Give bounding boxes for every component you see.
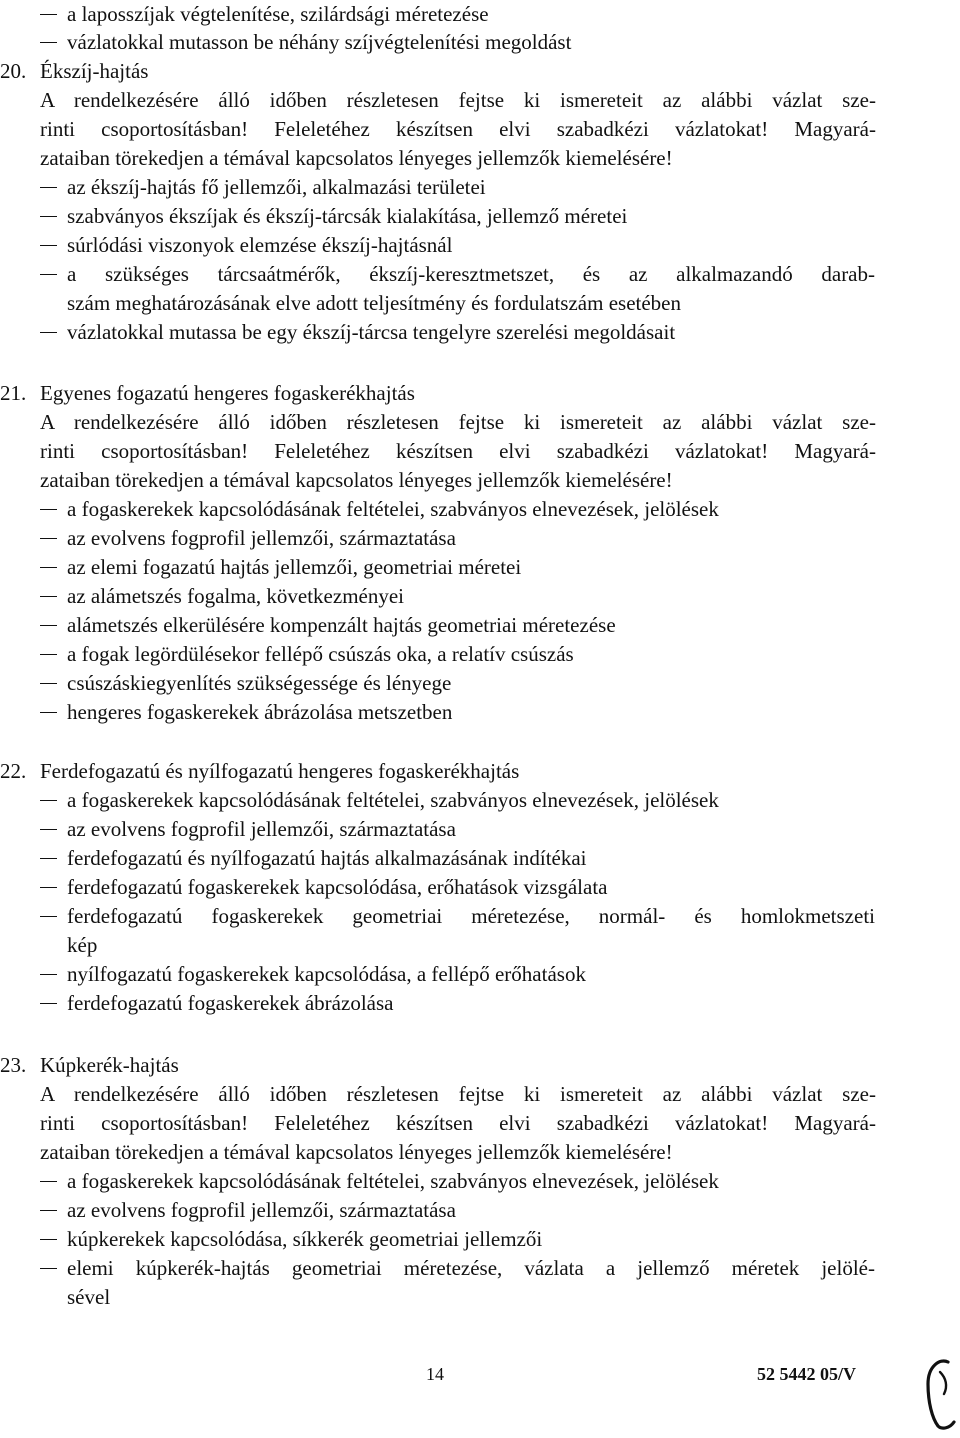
dash-bullet xyxy=(40,332,57,333)
list-item-text: ferdefogazatú és nyílfogazatú hajtás alkalmazásának indítékai xyxy=(67,846,587,870)
dash-bullet xyxy=(40,887,57,888)
list-item-text: elemi kúpkerék-hajtás geometriai méretezése, vázlata a jellemző méretek jelölé- xyxy=(67,1256,875,1280)
dash-bullet xyxy=(40,274,57,275)
dash-bullet xyxy=(40,216,57,217)
instruction-text: rinti csoportosításban! Feleletéhez készítsen elvi szabadkézi vázlatokat! Magyará- xyxy=(40,1111,876,1135)
instruction-text: rinti csoportosításban! Feleletéhez készítsen elvi szabadkézi vázlatokat! Magyará- xyxy=(40,117,876,141)
document-code: 52 5442 05/V xyxy=(757,1364,856,1384)
list-item-text: alámetszés elkerülésére kompenzált hajtás geometriai méretezése xyxy=(67,613,616,637)
section-title: Egyenes fogazatú hengeres fogaskerékhajtás xyxy=(40,381,415,405)
dash-bullet xyxy=(40,538,57,539)
list-item-text: nyílfogazatú fogaskerekek kapcsolódása, a fellépő erőhatások xyxy=(67,962,586,986)
list-item-text: az alámetszés fogalma, következményei xyxy=(67,584,405,608)
dash-bullet xyxy=(40,1239,57,1240)
section-title: Ékszíj-hajtás xyxy=(40,59,149,83)
dash-bullet xyxy=(40,683,57,684)
list-item-text: a fogak legördülésekor fellépő csúszás oka, a relatív csúszás xyxy=(67,642,574,666)
list-item-text: az ékszíj-hajtás fő jellemzői, alkalmazási területei xyxy=(67,175,486,199)
dash-bullet xyxy=(40,1181,57,1182)
list-item-text: sével xyxy=(67,1285,111,1309)
list-item-text: szabványos ékszíjak és ékszíj-tárcsák kialakítása, jellemző méretei xyxy=(67,204,628,228)
list-item-text: csúszáskiegyenlítés szükségessége és lényege xyxy=(67,671,452,695)
instruction-text: zataiban törekedjen a témával kapcsolatos lényeges jellemzők kiemelésére! xyxy=(40,146,673,170)
instruction-text: zataiban törekedjen a témával kapcsolatos lényeges jellemzők kiemelésére! xyxy=(40,468,673,492)
instruction-text: rinti csoportosításban! Feleletéhez készítsen elvi szabadkézi vázlatokat! Magyará- xyxy=(40,439,876,463)
list-item-text: súrlódási viszonyok elemzése ékszíj-hajtásnál xyxy=(67,233,453,257)
instruction-text: A rendelkezésére álló időben részletesen fejtse ki ismereteit az alábbi vázlat sze- xyxy=(40,410,876,434)
dash-bullet xyxy=(40,829,57,830)
dash-bullet xyxy=(40,14,57,15)
list-item-text: vázlatokkal mutasson be néhány szíjvégtelenítési megoldást xyxy=(67,30,572,54)
dash-bullet xyxy=(40,654,57,655)
signature-mark xyxy=(922,1356,958,1434)
list-item-text: az elemi fogazatú hajtás jellemzői, geometriai méretei xyxy=(67,555,522,579)
dash-bullet xyxy=(40,567,57,568)
list-item-text: a fogaskerekek kapcsolódásának feltételei, szabványos elnevezések, jelölések xyxy=(67,1169,719,1193)
dash-bullet xyxy=(40,974,57,975)
section-number: 23. xyxy=(0,1053,27,1077)
section-number: 22. xyxy=(0,759,27,783)
list-item-text: a fogaskerekek kapcsolódásának feltételei, szabványos elnevezések, jelölések xyxy=(67,788,719,812)
dash-bullet xyxy=(40,625,57,626)
instruction-text: A rendelkezésére álló időben részletesen fejtse ki ismereteit az alábbi vázlat sze- xyxy=(40,88,876,112)
list-item-text: az evolvens fogprofil jellemzői, származtatása xyxy=(67,526,456,550)
page-number: 14 xyxy=(426,1364,444,1384)
dash-bullet xyxy=(40,1268,57,1269)
dash-bullet xyxy=(40,42,57,43)
dash-bullet xyxy=(40,1003,57,1004)
list-item-text: vázlatokkal mutassa be egy ékszíj-tárcsa tengelyre szerelési megoldásait xyxy=(67,320,676,344)
list-item-text: a fogaskerekek kapcsolódásának feltételei, szabványos elnevezések, jelölések xyxy=(67,497,719,521)
dash-bullet xyxy=(40,1210,57,1211)
dash-bullet xyxy=(40,509,57,510)
list-item-text: ferdefogazatú fogaskerekek geometriai méretezése, normál- és homlokmetszeti xyxy=(67,904,875,928)
instruction-text: zataiban törekedjen a témával kapcsolatos lényeges jellemzők kiemelésére! xyxy=(40,1140,673,1164)
list-item-text: kép xyxy=(67,933,98,957)
section-number: 21. xyxy=(0,381,27,405)
dash-bullet xyxy=(40,187,57,188)
dash-bullet xyxy=(40,858,57,859)
list-item-text: az evolvens fogprofil jellemzői, származtatása xyxy=(67,817,456,841)
section-title: Kúpkerék-hajtás xyxy=(40,1053,179,1077)
list-item-text: ferdefogazatú fogaskerekek ábrázolása xyxy=(67,991,394,1015)
section-title: Ferdefogazatú és nyílfogazatú hengeres fogaskerékhajtás xyxy=(40,759,520,783)
instruction-text: A rendelkezésére álló időben részletesen fejtse ki ismereteit az alábbi vázlat sze- xyxy=(40,1082,876,1106)
list-item-text: a laposszíjak végtelenítése, szilárdsági méretezése xyxy=(67,2,489,26)
section-number: 20. xyxy=(0,59,27,83)
dash-bullet xyxy=(40,800,57,801)
list-item-text: szám meghatározásának elve adott teljesítmény és fordulatszám esetében xyxy=(67,291,681,315)
dash-bullet xyxy=(40,916,57,917)
dash-bullet xyxy=(40,712,57,713)
list-item-text: ferdefogazatú fogaskerekek kapcsolódása, erőhatások vizsgálata xyxy=(67,875,608,899)
dash-bullet xyxy=(40,596,57,597)
list-item-text: a szükséges tárcsaátmérők, ékszíj-keresztmetszet, és az alkalmazandó darab- xyxy=(67,262,875,286)
dash-bullet xyxy=(40,245,57,246)
list-item-text: hengeres fogaskerekek ábrázolása metszetben xyxy=(67,700,453,724)
list-item-text: az evolvens fogprofil jellemzői, származtatása xyxy=(67,1198,456,1222)
list-item-text: kúpkerekek kapcsolódása, síkkerék geometriai jellemzői xyxy=(67,1227,543,1251)
